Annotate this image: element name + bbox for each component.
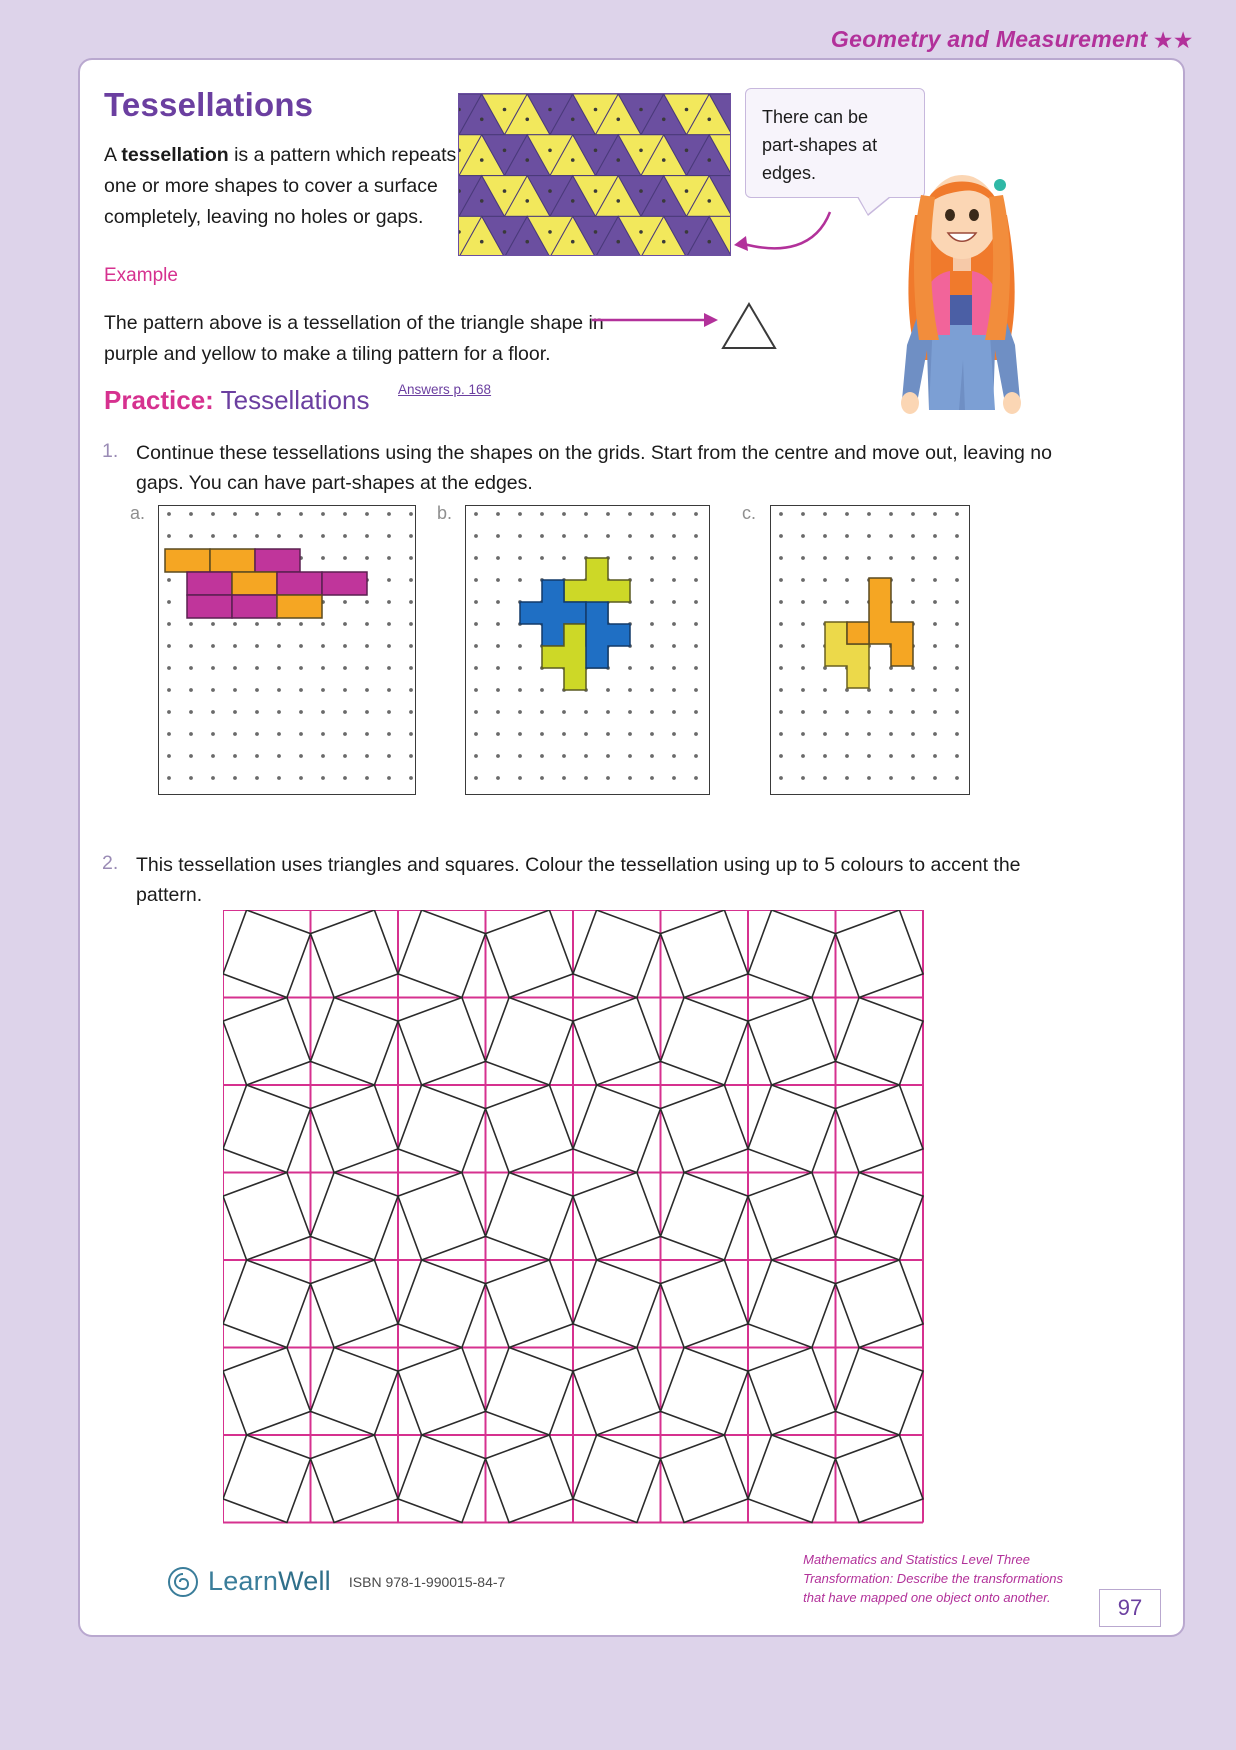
question-1-number: 1. [102, 440, 119, 462]
page-header [831, 26, 1194, 53]
learnwell-logo-icon [168, 1567, 198, 1597]
example-paragraph: The pattern above is a tessellation of the triangle shape in purple and yellow to make a tiling pattern for a floor. [104, 312, 604, 365]
straight-arrow-icon [592, 305, 722, 335]
practice-heading [104, 385, 369, 416]
dot-grid-b[interactable] [465, 505, 710, 795]
credit-line-2: Transformation: Describe the transformations [803, 1571, 1063, 1586]
page-number: 97 [1099, 1589, 1161, 1627]
tessellation-svg [459, 94, 731, 256]
shapes-b [520, 558, 630, 690]
triangle-shape-icon [720, 300, 778, 352]
practice-label: Practice: [104, 385, 214, 415]
brand-name [208, 1566, 331, 1597]
speech-bubble-text: There can be part-shapes at edges. [762, 107, 878, 183]
question-2-text: This tessellation uses triangles and squares. Colour the tessellation using up to 5 colours to accent the pattern. [136, 854, 1021, 906]
credit-line-1: Mathematics and Statistics Level Three [803, 1552, 1031, 1567]
credit-line-3: that have mapped one object onto another. [803, 1590, 1051, 1605]
brand-well: Well [278, 1566, 331, 1596]
triangle-tessellation-figure [458, 93, 731, 256]
shapes-c [825, 578, 913, 688]
grid-label-b: b. [437, 503, 453, 523]
question-1-text: Continue these tessellations using the shapes on the grids. Start from the centre and move out, leaving no gaps. You can have part-shapes at the edges. [136, 442, 1052, 494]
student-illustration [855, 145, 1070, 435]
page-title: Tessellations [104, 86, 314, 123]
question-2-number: 2. [102, 852, 119, 874]
isbn-text: ISBN 978-1-990015-84-7 [348, 1573, 506, 1590]
example-label: Example [104, 265, 178, 286]
intro-paragraph: A tessellation is a pattern which repeats one or more shapes to cover a surface completely, leaving no holes or gaps. [104, 144, 457, 228]
tessellation-colouring-svg [223, 910, 928, 1535]
difficulty-stars: ★★ [1154, 30, 1194, 52]
tessellation-colouring-grid[interactable] [223, 910, 928, 1540]
dot-grid-c-svg [771, 506, 969, 794]
grid-label-a: a. [130, 503, 146, 523]
worksheet-page [78, 58, 1185, 1637]
grid-label-c: c. [742, 503, 757, 523]
dot-grid-a-svg [159, 506, 415, 794]
footer-brand [168, 1566, 505, 1597]
dot-grid-b-svg [466, 506, 709, 794]
dot-grid-a[interactable] [158, 505, 416, 795]
answers-link[interactable]: Answers p. 168 [398, 382, 492, 397]
curved-arrow-icon [720, 200, 840, 260]
footer-credit [803, 1550, 1063, 1607]
shapes-a [165, 549, 367, 618]
brand-learn: Learn [208, 1566, 279, 1596]
practice-topic: Tessellations [220, 385, 370, 415]
dot-grid-c[interactable] [770, 505, 970, 795]
header-title-text: Geometry and Measurement [830, 26, 1148, 52]
